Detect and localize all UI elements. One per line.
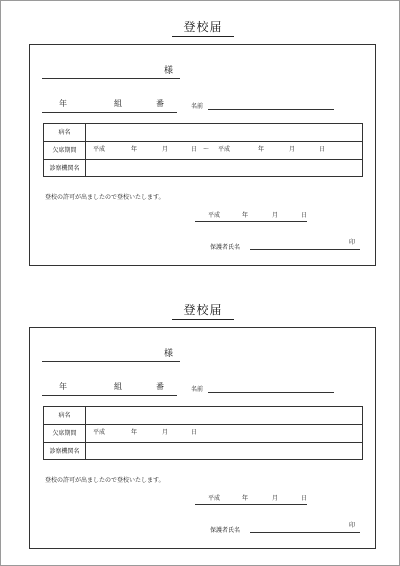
from-year: 年 (131, 146, 138, 153)
name-label: 名前 (191, 386, 204, 393)
from-era: 平成 (93, 429, 106, 436)
seal-mark: 印 (349, 522, 356, 529)
date-era: 平成 (208, 495, 221, 502)
from-day: 日 (191, 146, 198, 153)
absence-period-field[interactable] (86, 142, 362, 159)
range-separator: 〜 (203, 146, 210, 153)
date-year: 年 (242, 212, 249, 219)
number-label: 番 (156, 382, 164, 391)
clinic-field[interactable] (86, 160, 362, 177)
table-row (44, 424, 362, 442)
table-row (44, 407, 362, 424)
absence-period-header: 欠席期間 (44, 142, 86, 159)
date-year: 年 (242, 495, 249, 502)
absence-period-field[interactable] (86, 425, 362, 442)
to-day: 日 (319, 146, 326, 153)
addressee-field[interactable] (42, 347, 180, 362)
class-label: 組 (114, 99, 122, 108)
clinic-field[interactable] (86, 443, 362, 460)
illness-field[interactable] (86, 124, 362, 141)
date-month: 月 (272, 495, 279, 502)
clinic-header: 診察機関名 (44, 443, 86, 460)
from-day: 日 (191, 429, 198, 436)
from-month: 月 (162, 429, 169, 436)
table-row (44, 124, 362, 141)
grade-label: 年 (59, 382, 67, 391)
class-label: 組 (114, 382, 122, 391)
to-month: 月 (289, 146, 296, 153)
absence-period-header: 欠席期間 (44, 425, 86, 442)
addressee-field[interactable] (42, 64, 180, 79)
table-row (44, 159, 362, 177)
name-label: 名前 (191, 103, 204, 110)
from-year: 年 (131, 429, 138, 436)
from-month: 月 (162, 146, 169, 153)
to-year: 年 (258, 146, 265, 153)
guardian-name-field[interactable] (250, 523, 360, 533)
name-field[interactable] (208, 100, 334, 110)
table-row (44, 442, 362, 460)
form-title: 登校届 (172, 20, 234, 37)
number-label: 番 (156, 99, 164, 108)
table-row (44, 141, 362, 159)
from-era: 平成 (93, 146, 106, 153)
info-table (43, 406, 363, 460)
date-day: 日 (301, 212, 308, 219)
form-title: 登校届 (172, 303, 234, 320)
permission-message: 登校の許可が出ましたので登校いたします。 (45, 477, 165, 484)
name-field[interactable] (208, 383, 334, 393)
guardian-name-field[interactable] (250, 240, 360, 250)
date-day: 日 (301, 495, 308, 502)
guardian-label: 保護者氏名 (210, 527, 241, 534)
permission-message: 登校の許可が出ましたので登校いたします。 (45, 194, 165, 201)
form-box (29, 327, 376, 549)
illness-header: 病名 (44, 407, 86, 424)
clinic-header: 診察機関名 (44, 160, 86, 177)
form-box (29, 44, 376, 266)
date-era: 平成 (208, 212, 221, 219)
guardian-label: 保護者氏名 (210, 244, 241, 251)
addressee-suffix: 様 (164, 66, 174, 76)
info-table (43, 123, 363, 177)
to-era: 平成 (218, 146, 231, 153)
school-return-form-bottom (0, 283, 400, 566)
date-month: 月 (272, 212, 279, 219)
addressee-suffix: 様 (164, 349, 174, 359)
seal-mark: 印 (349, 239, 356, 246)
illness-header: 病名 (44, 124, 86, 141)
grade-label: 年 (59, 99, 67, 108)
illness-field[interactable] (86, 407, 362, 424)
